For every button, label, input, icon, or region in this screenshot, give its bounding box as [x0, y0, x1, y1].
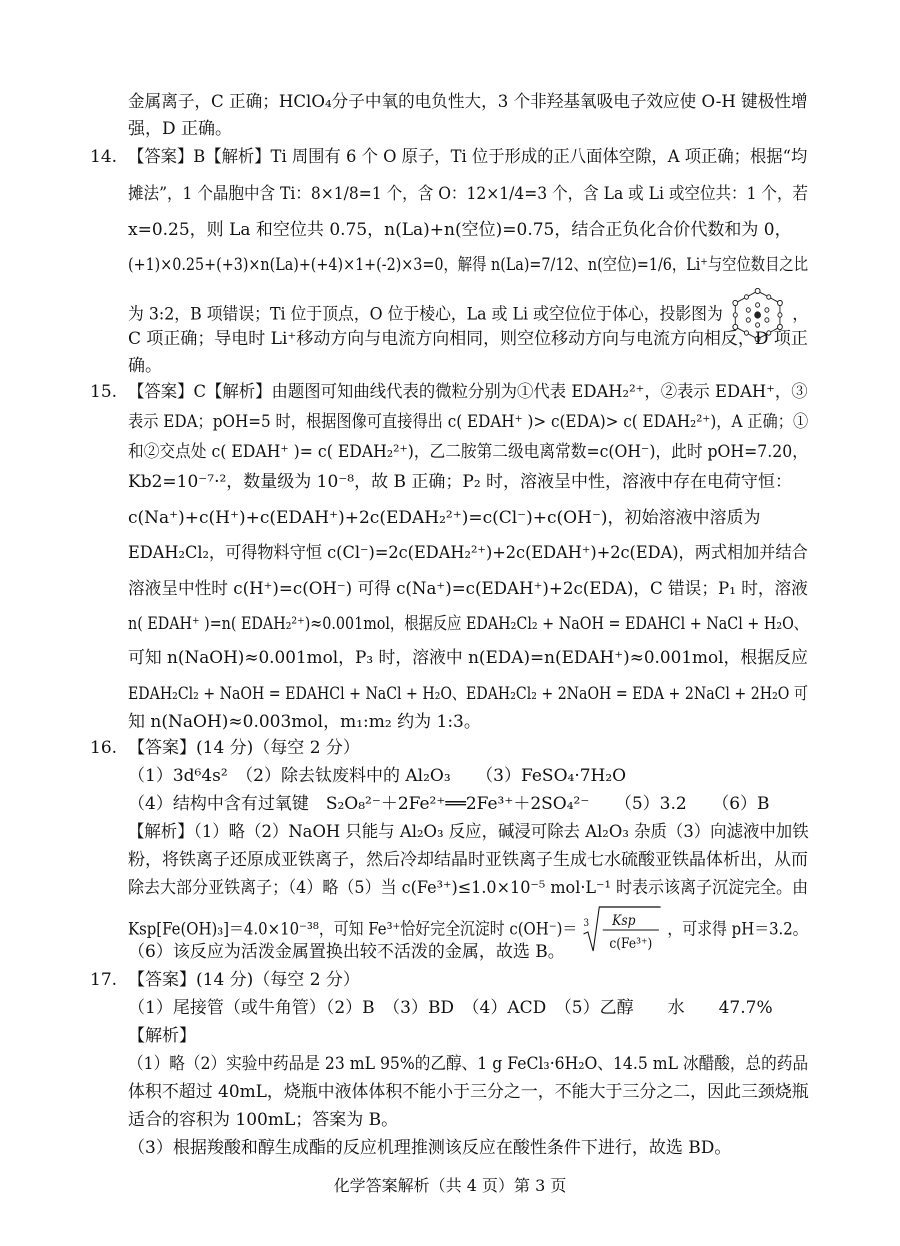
equation-line: 溶液呈中性时 c(H⁺)=c(OH⁻) 可得 c(Na⁺)=c(EDAH⁺)+2c(EDA)，C 错误；P₁ 时，溶液: [128, 579, 808, 599]
page-footer: 化学答案解析（共 4 页）第 3 页: [333, 1176, 567, 1195]
text-line: 粉，将铁离子还原成亚铁离子，然后冷却结晶时亚铁离子生成七水硫酸亚铁晶体析出，从而: [128, 850, 808, 870]
fraction-numerator: Ksp: [612, 913, 636, 930]
equation-line: EDAH₂Cl₂ + NaOH = EDAHCl + NaCl + H₂O、EDAH₂Cl₂ + 2NaOH = EDA + 2NaCl + 2H₂O 可: [128, 684, 808, 704]
text-segment: 为 3:2，B 项错误；Ti 位于顶点，O 位于棱心，La 或 Li 或空位位于体心，投影图为: [128, 304, 723, 325]
text-line: 适合的容积为 100mL；答案为 B。: [128, 1110, 399, 1130]
answer-line: （4）结构中含有过氧键 S₂O₈²⁻＋2Fe²⁺══2Fe³⁺＋2SO₄²⁻ （5）3.2 （6）B: [128, 794, 770, 814]
text-line: 强，D 正确。: [128, 119, 233, 139]
question-number: 16.: [90, 738, 118, 758]
text-line: 表示 EDA；pOH=5 时，根据图像可直接得出 c( EDAH⁺ )> c(EDA)> c( EDAH₂²⁺)，A 正确；①: [128, 412, 809, 432]
text-segment: ，可求得 pH＝3.2。: [667, 919, 808, 940]
text-line: 【解析】: [128, 1026, 196, 1046]
text-line: (+1)×0.25+(+3)×n(La)+(+4)×1+(-2)×3=0，解得 n(La)=7/12、n(空位)=1/6，Li⁺与空位数目之比: [128, 255, 809, 275]
equation-line: 可知 n(NaOH)≈0.001mol，P₃ 时，溶液中 n(EDA)=n(EDAH⁺)≈0.001mol，根据反应: [128, 648, 808, 668]
equation-line: n( EDAH⁺ )=n( EDAH₂²⁺)≈0.001mol，根据反应 EDAH₂Cl₂ + NaOH = EDAHCl + NaCl + H₂O、: [128, 614, 809, 634]
text-line: 金属离子，C 正确；HClO₄分子中氧的电负性大，3 个非羟基氧吸电子效应使 O-H 键极性增: [128, 92, 808, 112]
question-number: 17.: [90, 970, 118, 990]
text-line: 【解析】（1）略（2）NaOH 只能与 Al₂O₃ 反应，碱浸可除去 Al₂O₃ 杂质（3）向滤液中加铁: [128, 822, 809, 842]
text-line: x=0.25，则 La 和空位共 0.75，n(La)+n(空位)=0.75，结合正负化合价代数和为 0，: [128, 220, 792, 240]
text-line: 知 n(NaOH)≈0.003mol，m₁:m₂ 约为 1:3。: [128, 712, 481, 732]
text-line-with-figure: 为 3:2，B 项错误；Ti 位于顶点，O 位于棱心，La 或 Li 或空位位于体心，投影图为 ，: [128, 288, 760, 342]
text-line: 【答案】C【解析】由题图可知曲线代表的微粒分别为①代表 EDAH₂²⁺，②表示 EDAH⁺，③: [128, 382, 808, 402]
text-line: 摊法”，1 个晶胞中含 Ti：8×1/8=1 个，含 O：12×1/4=3 个，含 La 或 Li 或空位共：1 个，若: [128, 184, 809, 204]
text-segment: Ksp[Fe(OH)₃]＝4.0×10⁻³⁸，可知 Fe³⁺恰好完全沉淀时 c(OH⁻)＝: [128, 919, 578, 940]
equation-line: c(Na⁺)+c(H⁺)+c(EDAH⁺)+2c(EDAH₂²⁺)=c(Cl⁻)+c(OH⁻)，初始溶液中溶质为: [128, 508, 761, 528]
question-number: 14.: [90, 147, 118, 167]
root-index: 3: [583, 917, 590, 930]
text-line: 【答案】(14 分)（每空 2 分）: [128, 738, 360, 758]
text-line: Kb2=10⁻⁷·²，数量级为 10⁻⁸，故 B 正确；P₂ 时，溶液呈中性，溶液中存在电荷守恒：: [128, 472, 793, 492]
text-line: C 项正确；导电时 Li⁺移动方向与电流方向相同，则空位移动方向与电流方向相反，D 项正: [128, 329, 808, 349]
fraction-denominator: c(Fe³⁺): [609, 936, 653, 953]
text-line: 【答案】(14 分)（每空 2 分）: [128, 970, 360, 990]
text-line: 除去大部分亚铁离子；（4）略（5）当 c(Fe³⁺)≤1.0×10⁻⁵ mol·L⁻¹ 时表示该离子沉淀完全。由: [128, 878, 809, 898]
text-line: 体积不超过 40mL，烧瓶中液体体积不能小于三分之一，不能大于三分之二，因此三颈烧瓶: [128, 1082, 809, 1102]
text-line: （1）略（2）实验中药品是 23 mL 95%的乙醇、1 g FeCl₃·6H₂O、14.5 mL 冰醋酸，总的药品: [128, 1054, 809, 1074]
text-line: 【答案】B【解析】Ti 周围有 6 个 O 原子，Ti 位于形成的正八面体空隙，A 项正确；根据“均: [128, 147, 808, 167]
text-line: （3）根据羧酸和醇生成酯的反应机理推测该反应在酸性条件下进行，故选 BD。: [128, 1138, 732, 1158]
equation-line: EDAH₂Cl₂，可得物料守恒 c(Cl⁻)=2c(EDAH₂²⁺)+2c(EDAH⁺)+2c(EDA)，两式相加并结合: [128, 543, 808, 563]
answer-line: （1）3d⁶4s² （2）除去钛废料中的 Al₂O₃ （3）FeSO₄·7H₂O: [128, 766, 627, 786]
text-line: （6）该反应为活泼金属置换出较不活泼的金属，故选 B。: [128, 942, 565, 962]
question-number: 15.: [90, 382, 118, 402]
text-line: 确。: [128, 356, 162, 376]
answer-line: （1）尾接管（或牛角管）（2）B （3）BD （4）ACD （5）乙醇 水 47.7%: [128, 998, 773, 1018]
text-line: 和②交点处 c( EDAH⁺ )= c( EDAH₂²⁺)，乙二胺第二级电离常数=c(OH⁻)，此时 pOH=7.20，: [128, 442, 808, 462]
